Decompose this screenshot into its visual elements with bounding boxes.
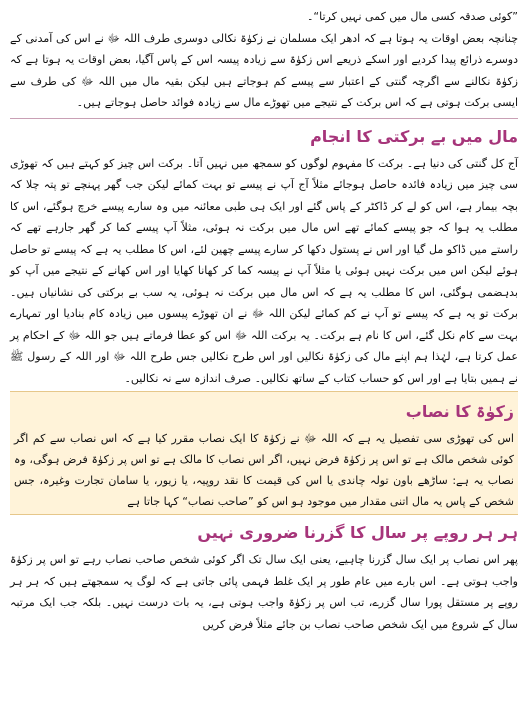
section-heading: زکوٰۃ کا نصاب [405, 402, 514, 421]
section-divider [10, 118, 518, 119]
intro-section [10, 6, 518, 114]
section-nisab [10, 391, 518, 515]
section-paragraph: اس کی تھوڑی سی تفصیل یہ ہے کہ اللہ ﷻ نے زکوٰۃ کا ایک نصاب مقرر کیا ہے کہ اس نصاب سے کم اگر کوئی شخص مالک ہے تو اس پر زکوٰۃ فرض نہیں، اگر اس نصاب کا مالک ہے تو اس پر زکوٰۃ فرض ہوگی، وہ نصاب یہ ہے: ساڑھے باون تولہ چاندی یا اس کی قیمت کا نقد روپیہ، یا زیور، یا سامان تجارت وغیرہ، جس شخص کے پاس یہ مال اتنی مقدار میں موجود ہو اس کو ”صاحب نصاب“ کہا جاتا ہے [14, 432, 514, 508]
intro-paragraph: چنانچہ بعض اوقات یہ ہوتا ہے کہ ادھر ایک مسلمان نے زکوٰۃ نکالی دوسری طرف اللہ ﷻ نے اس کی آمدنی کے دوسرے ذرائع پیدا کردیے اور اسکے ذریعے اس زکوٰۃ سے زیادہ پیسہ اس کے پاس آگیا، بعض اوقات یہ ہوتا ہے کہ زکوٰۃ نکالنے سے اگرچہ گنتی کے اعتبار سے پیسے کم ہوجاتے ہیں لیکن بقیہ مال میں اللہ ﷻ کی طرف سے ایسی برکت ہوتی ہے کہ اس برکت کے نتیجے میں تھوڑے مال سے زیادہ فوائد حاصل ہوجاتے ہیں۔ [10, 31, 518, 109]
hadith-quote: ”کوئی صدقہ کسی مال میں کمی نہیں کرتا“۔ [306, 10, 518, 23]
section-heading: ہر ہر روپے پر سال کا گزرنا ضروری نہیں [197, 523, 518, 542]
section-paragraph: پھر اس نصاب پر ایک سال گزرنا چاہیے، یعنی ایک سال تک اگر کوئی شخص صاحب نصاب رہے تو اس پر زکوٰۃ واجب ہوتی ہے۔ اس بارے میں عام طور پر ایک غلط فہمی پائی جاتی ہے کہ لوگ یہ سمجھتے ہیں کہ ہر ہر روپے پر مستقل پورا سال گزرے، تب اس پر زکوٰۃ واجب ہوتی ہے، یہ بات درست نہیں۔ بلکہ جب ایک مرتبہ سال کے شروع میں ایک شخص صاحب نصاب بن جائے مثلاً فرض کریں [10, 553, 518, 631]
section-barkat [10, 123, 518, 390]
section-heading: مال میں بے برکتی کا انجام [310, 126, 518, 146]
section-paragraph: آج کل گنتی کی دنیا ہے۔ برکت کا مفہوم لوگوں کو سمجھ میں نہیں آتا۔ برکت اس چیز کو کہتے ہیں کہ تھوڑی سی چیز میں زیادہ فائدہ حاصل ہوجائے مثلاً آج آپ نے پیسے تو بہت کمائے لیکن جب گھر پہنچے تو پتہ چلا کہ بچہ بیمار ہے، اس کو لے کر ڈاکٹر کے پاس گئے اور ایک ہی طبی معائنہ میں وہ سارے پیسے خرچ ہوگئے، اس کا مطلب یہ ہوا کہ جو پیسے کمائے تھے اس مال میں برکت نہ ہوئی، مثلاً آپ پیسے کما کر گھر جارہے تھے کہ راستے میں ڈاکو مل گیا اور اس نے پستول دکھا کر سارے پیسے چھین لئے، اس کا مطلب یہ ہے کہ پیسے تو حاصل ہوئے لیکن اس میں برکت نہیں ہوئی یا مثلاً آپ نے پیسہ کما کر کھانا کھایا اور اس کھانے کے نتیجے میں آپ کو بدہضمی ہوگئی، اس کا مطلب یہ ہے کہ اس مال میں برکت نہ ہوئی، یہ سب بے برکتی کی نشانیاں ہیں۔ برکت تو یہ ہے کہ پیسے تو آپ نے کم کمائے لیکن اللہ ﷻ نے ان تھوڑے پیسوں میں زیادہ کام بنادیا اور تمہارے بہت سے کام نکل گئے، اس کا نام ہے برکت۔ یہ برکت اللہ ﷻ اس کو عطا فرماتے ہیں جو اللہ ﷻ کے احکام پر عمل کرتا ہے، لہٰذا ہم اپنے مال کی زکوٰۃ نکالیں اور اس طرح نکالیں جس طرح اللہ ﷻ اور اللہ کے رسول ﷺ نے ہمیں بتایا ہے اور اس کو حساب کتاب کے ساتھ نکالیں۔ صرف اندازہ سے نہ نکالیں۔ [10, 156, 518, 385]
section-saal [10, 519, 518, 635]
